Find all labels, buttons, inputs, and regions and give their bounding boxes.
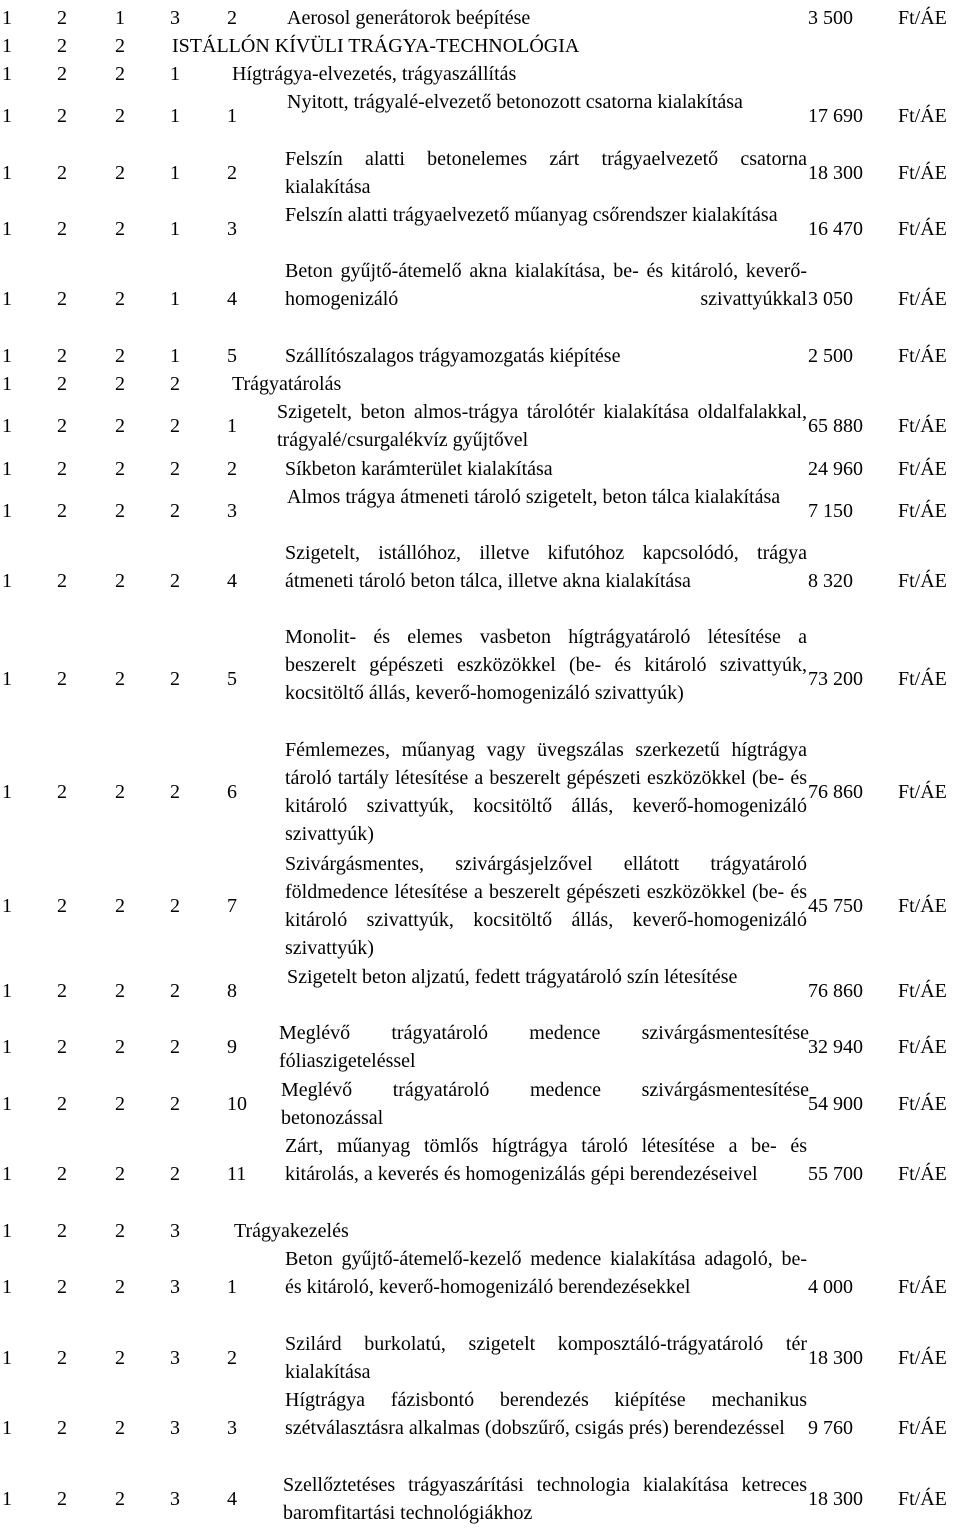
code-level-2: 2 — [57, 570, 67, 592]
code-level-3: 2 — [115, 500, 125, 522]
item-price: 54 900 — [808, 1093, 863, 1115]
item-unit: Ft/ÁE — [898, 781, 947, 803]
item-price: 18 300 — [808, 1488, 863, 1510]
code-level-5: 3 — [227, 218, 237, 240]
code-level-1: 1 — [2, 895, 12, 917]
item-description: Szigetelt, istállóhoz, illetve kifutóhoz kapcsolódó, trágya átmeneti tároló beton tálca, illetve akna kialakítása — [285, 542, 807, 592]
code-level-5: 4 — [227, 1488, 237, 1510]
code-level-3: 2 — [115, 288, 125, 310]
code-level-1: 1 — [2, 458, 12, 480]
item-price: 32 940 — [808, 1036, 863, 1058]
code-level-4: 3 — [170, 1276, 180, 1298]
code-level-2: 2 — [57, 373, 67, 395]
code-level-4: 1 — [170, 218, 180, 240]
code-level-4: 3 — [170, 1488, 180, 1510]
code-level-4: 2 — [170, 895, 180, 917]
code-level-3: 2 — [115, 415, 125, 437]
code-level-3: 2 — [115, 570, 125, 592]
code-level-5: 2 — [227, 458, 237, 480]
code-level-2: 2 — [57, 345, 67, 367]
code-level-3: 2 — [115, 1093, 125, 1115]
table-row — [0, 1471, 960, 1527]
code-level-3: 2 — [115, 345, 125, 367]
item-description: Meglévő trágyatároló medence szivárgásmentesítése betonozással — [281, 1079, 809, 1129]
table-row — [0, 1386, 960, 1470]
code-level-3: 2 — [115, 895, 125, 917]
code-level-5: 11 — [227, 1163, 247, 1185]
table-row — [0, 455, 960, 483]
code-level-5: 2 — [227, 7, 237, 29]
table-row — [0, 88, 960, 144]
code-level-2: 2 — [57, 500, 67, 522]
code-level-5: 7 — [227, 895, 237, 917]
code-level-5: 5 — [227, 345, 237, 367]
code-level-4: 2 — [170, 373, 180, 395]
code-level-3: 2 — [115, 1347, 125, 1369]
code-level-3: 2 — [115, 1163, 125, 1185]
code-level-1: 1 — [2, 288, 12, 310]
item-price: 18 300 — [808, 1347, 863, 1369]
code-level-2: 2 — [57, 162, 67, 184]
table-row — [0, 483, 960, 539]
code-level-2: 2 — [57, 1036, 67, 1058]
item-description: Beton gyűjtő-átemelő-kezelő medence kialakítása adagoló, be- és kitároló, keverő-homogenizáló berendezésekkel — [285, 1248, 807, 1298]
code-level-3: 2 — [115, 1488, 125, 1510]
code-level-2: 2 — [57, 1417, 67, 1439]
code-level-5: 3 — [227, 1417, 237, 1439]
code-level-4: 1 — [170, 345, 180, 367]
code-level-5: 4 — [227, 288, 237, 310]
code-level-4: 2 — [170, 781, 180, 803]
code-level-4: 2 — [170, 980, 180, 1002]
item-description: Szilárd burkolatú, szigetelt komposztáló-trágyatároló tér kialakítása — [285, 1333, 807, 1383]
code-level-4: 2 — [170, 458, 180, 480]
item-unit: Ft/ÁE — [898, 345, 947, 367]
item-unit: Ft/ÁE — [898, 895, 947, 917]
code-level-3: 2 — [115, 458, 125, 480]
code-level-4: 2 — [170, 668, 180, 690]
table-row — [0, 539, 960, 623]
item-description: Szigetelt beton aljzatú, fedett trágyatároló szín létesítése — [287, 966, 738, 988]
code-level-5: 2 — [227, 1347, 237, 1369]
table-row — [0, 623, 960, 735]
table-row — [0, 850, 960, 962]
code-level-1: 1 — [2, 1417, 12, 1439]
code-level-3: 2 — [115, 218, 125, 240]
item-description: Szellőztetéses trágyaszárítási technologia kialakítása ketreces baromfitartási technológiákhoz — [283, 1474, 807, 1524]
code-level-2: 2 — [57, 7, 67, 29]
code-level-1: 1 — [2, 218, 12, 240]
code-level-5: 3 — [227, 500, 237, 522]
code-level-5: 4 — [227, 570, 237, 592]
item-unit: Ft/ÁE — [898, 288, 947, 310]
code-level-2: 2 — [57, 1347, 67, 1369]
table-row — [0, 342, 960, 370]
item-unit: Ft/ÁE — [898, 1036, 947, 1058]
code-level-2: 2 — [57, 668, 67, 690]
code-level-1: 1 — [2, 500, 12, 522]
code-level-4: 2 — [170, 415, 180, 437]
table-row — [0, 736, 960, 848]
item-unit: Ft/ÁE — [898, 105, 947, 127]
table-row — [0, 201, 960, 257]
code-level-1: 1 — [2, 570, 12, 592]
code-level-3: 2 — [115, 373, 125, 395]
item-price: 73 200 — [808, 668, 863, 690]
item-price: 8 320 — [808, 570, 853, 592]
code-level-5: 1 — [227, 415, 237, 437]
code-level-1: 1 — [2, 1347, 12, 1369]
item-price: 65 880 — [808, 415, 863, 437]
code-level-1: 1 — [2, 373, 12, 395]
code-level-1: 1 — [2, 105, 12, 127]
item-price: 3 500 — [808, 7, 853, 29]
code-level-1: 1 — [2, 1163, 12, 1185]
code-level-1: 1 — [2, 345, 12, 367]
item-unit: Ft/ÁE — [898, 1163, 947, 1185]
table-row — [0, 1019, 960, 1075]
item-unit: Ft/ÁE — [898, 570, 947, 592]
item-price: 17 690 — [808, 105, 863, 127]
code-level-1: 1 — [2, 63, 12, 85]
item-price: 76 860 — [808, 781, 863, 803]
table-row — [0, 257, 960, 341]
item-description: Monolit- és elemes vasbeton hígtrágyatároló létesítése a beszerelt gépészeti eszközökkel (be- és kitároló szivattyúk, kocsitöltő állás, keverő-homogenizáló szivattyúk) — [285, 626, 807, 704]
item-unit: Ft/ÁE — [898, 1093, 947, 1115]
table-row — [0, 1330, 960, 1386]
table-row — [0, 32, 960, 60]
item-description: Trágyatárolás — [232, 373, 342, 395]
code-level-1: 1 — [2, 980, 12, 1002]
code-level-5: 5 — [227, 668, 237, 690]
item-unit: Ft/ÁE — [898, 7, 947, 29]
table-row — [0, 1245, 960, 1329]
code-level-4: 1 — [170, 105, 180, 127]
item-unit: Ft/ÁE — [898, 500, 947, 522]
code-level-1: 1 — [2, 781, 12, 803]
code-level-2: 2 — [57, 288, 67, 310]
code-level-3: 2 — [115, 1036, 125, 1058]
code-level-2: 2 — [57, 63, 67, 85]
code-level-3: 1 — [115, 7, 125, 29]
code-level-4: 3 — [170, 1347, 180, 1369]
item-description: Szigetelt, beton almos-trágya tárolótér kialakítása oldalfalakkal, trágyalé/csurgalékvíz gyűjtővel — [277, 401, 807, 451]
item-description: Felszín alatti betonelemes zárt trágyaelvezető csatorna kialakítása — [285, 148, 807, 198]
code-level-3: 2 — [115, 1417, 125, 1439]
code-level-4: 1 — [170, 162, 180, 184]
code-level-4: 1 — [170, 288, 180, 310]
code-level-1: 1 — [2, 162, 12, 184]
item-price: 16 470 — [808, 218, 863, 240]
item-description: Szivárgásmentes, szivárgásjelzővel ellátott trágyatároló földmedence létesítése a beszerelt gépészeti eszközökkel (be- és kitároló szivattyúk, kocsitöltő állás, keverő-homogenizáló szivattyúk) — [285, 853, 807, 959]
code-level-4: 1 — [170, 63, 180, 85]
item-price: 2 500 — [808, 345, 853, 367]
code-level-5: 1 — [227, 1276, 237, 1298]
table-row — [0, 1132, 960, 1216]
code-level-2: 2 — [57, 781, 67, 803]
table-row — [0, 1217, 960, 1245]
code-level-3: 2 — [115, 668, 125, 690]
table-row — [0, 60, 960, 88]
item-unit: Ft/ÁE — [898, 668, 947, 690]
item-price: 45 750 — [808, 895, 863, 917]
code-level-5: 8 — [227, 980, 237, 1002]
code-level-2: 2 — [57, 35, 67, 57]
code-level-1: 1 — [2, 35, 12, 57]
code-level-3: 2 — [115, 980, 125, 1002]
code-level-2: 2 — [57, 105, 67, 127]
item-description: Nyitott, trágyalé-elvezető betonozott csatorna kialakítása — [287, 91, 743, 113]
table-row — [0, 398, 960, 454]
code-level-2: 2 — [57, 1488, 67, 1510]
code-level-3: 2 — [115, 162, 125, 184]
code-level-3: 2 — [115, 63, 125, 85]
code-level-2: 2 — [57, 1276, 67, 1298]
code-level-1: 1 — [2, 1488, 12, 1510]
code-level-5: 2 — [227, 162, 237, 184]
item-description: Aerosol generátorok beépítése — [287, 7, 531, 29]
item-unit: Ft/ÁE — [898, 1276, 947, 1298]
code-level-1: 1 — [2, 1276, 12, 1298]
code-level-4: 2 — [170, 1093, 180, 1115]
item-description: Meglévő trágyatároló medence szivárgásmentesítése fóliaszigeteléssel — [279, 1022, 809, 1072]
code-level-1: 1 — [2, 1093, 12, 1115]
item-description: Síkbeton karámterület kialakítása — [285, 458, 553, 480]
code-level-4: 2 — [170, 1036, 180, 1058]
code-level-2: 2 — [57, 415, 67, 437]
item-description: Hígtrágya-elvezetés, trágyaszállítás — [232, 63, 517, 85]
item-unit: Ft/ÁE — [898, 218, 947, 240]
item-unit: Ft/ÁE — [898, 162, 947, 184]
table-row — [0, 145, 960, 201]
code-level-1: 1 — [2, 1220, 12, 1242]
item-description: Felszín alatti trágyaelvezető műanyag csőrendszer kialakítása — [285, 204, 778, 226]
item-description: Hígtrágya fázisbontó berendezés kiépítése mechanikus szétválasztásra alkalmas (dobszűrő, csigás prés) berendezéssel — [285, 1389, 807, 1439]
item-description: Zárt, műanyag tömlős hígtrágya tároló létesítése a be- és kitárolás, a keverés és homogenizálás gépi berendezéseivel — [285, 1135, 807, 1185]
item-description: Szállítószalagos trágyamozgatás kiépítése — [285, 345, 621, 367]
code-level-5: 9 — [227, 1036, 237, 1058]
item-price: 18 300 — [808, 162, 863, 184]
code-level-1: 1 — [2, 1036, 12, 1058]
code-level-4: 2 — [170, 500, 180, 522]
item-description: Trágyakezelés — [234, 1220, 349, 1242]
code-level-3: 2 — [115, 35, 125, 57]
code-level-3: 2 — [115, 1220, 125, 1242]
item-unit: Ft/ÁE — [898, 1347, 947, 1369]
code-level-4: 2 — [170, 1163, 180, 1185]
item-price: 76 860 — [808, 980, 863, 1002]
code-level-1: 1 — [2, 415, 12, 437]
code-level-5: 10 — [227, 1093, 247, 1115]
table-row — [0, 370, 960, 398]
item-price: 7 150 — [808, 500, 853, 522]
code-level-3: 2 — [115, 105, 125, 127]
code-level-2: 2 — [57, 895, 67, 917]
item-description: Almos trágya átmeneti tároló szigetelt, beton tálca kialakítása — [287, 486, 781, 508]
item-description: Fémlemezes, műanyag vagy üvegszálas szerkezetű hígtrágya tároló tartály létesítése a beszerelt gépészeti eszközökkel (be- és kitároló szivattyúk, kocsitöltő állás, keverő-homogenizáló szivattyúk) — [285, 739, 807, 845]
code-level-4: 3 — [170, 7, 180, 29]
code-level-4: 3 — [170, 1417, 180, 1439]
item-unit: Ft/ÁE — [898, 980, 947, 1002]
item-unit: Ft/ÁE — [898, 1417, 947, 1439]
code-level-3: 2 — [115, 1276, 125, 1298]
item-unit: Ft/ÁE — [898, 1488, 947, 1510]
item-price: 55 700 — [808, 1163, 863, 1185]
item-unit: Ft/ÁE — [898, 415, 947, 437]
code-level-5: 1 — [227, 105, 237, 127]
code-level-2: 2 — [57, 458, 67, 480]
item-unit: Ft/ÁE — [898, 458, 947, 480]
item-description: ISTÁLLÓN KÍVÜLI TRÁGYA-TECHNOLÓGIA — [172, 35, 580, 57]
table-row — [0, 1076, 960, 1132]
table-row — [0, 4, 960, 32]
item-price: 3 050 — [808, 288, 853, 310]
table-row — [0, 963, 960, 1019]
code-level-2: 2 — [57, 218, 67, 240]
code-level-4: 2 — [170, 570, 180, 592]
item-price: 4 000 — [808, 1276, 853, 1298]
code-level-2: 2 — [57, 980, 67, 1002]
code-level-2: 2 — [57, 1163, 67, 1185]
code-level-4: 3 — [170, 1220, 180, 1242]
code-level-3: 2 — [115, 781, 125, 803]
code-level-2: 2 — [57, 1093, 67, 1115]
code-level-2: 2 — [57, 1220, 67, 1242]
code-level-5: 6 — [227, 781, 237, 803]
item-price: 9 760 — [808, 1417, 853, 1439]
item-description: Beton gyűjtő-átemelő akna kialakítása, be- és kitároló, keverő- homogenizáló szivattyúkkal — [285, 260, 807, 310]
code-level-1: 1 — [2, 668, 12, 690]
code-level-1: 1 — [2, 7, 12, 29]
item-price: 24 960 — [808, 458, 863, 480]
